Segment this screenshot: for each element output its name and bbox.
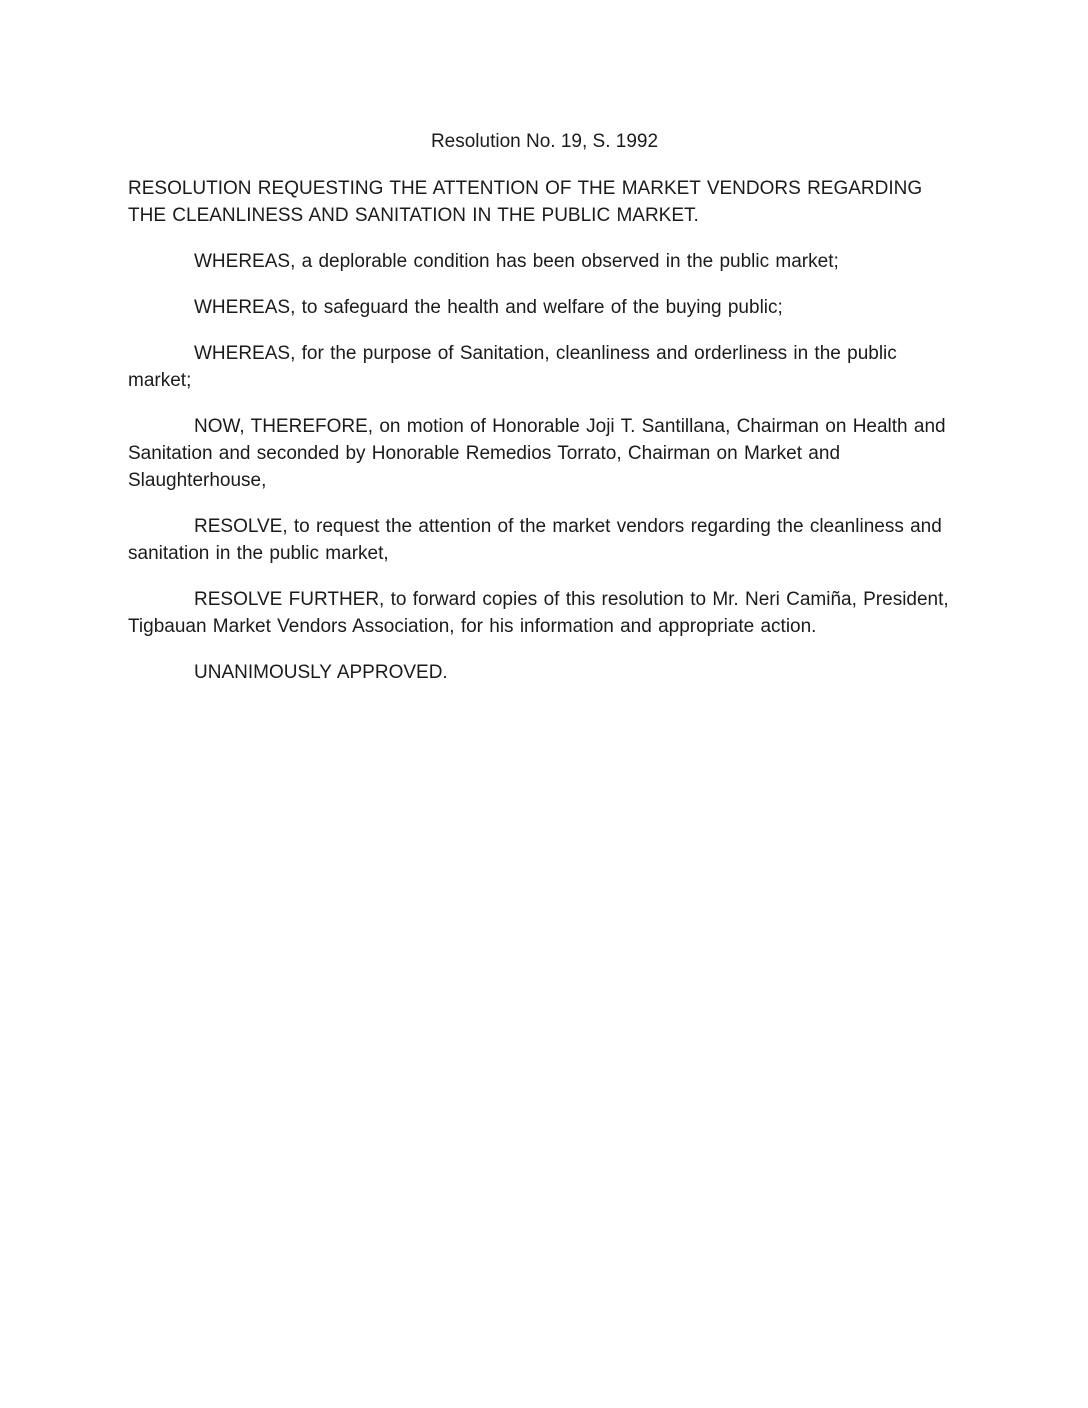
paragraph-whereas-3: WHEREAS, for the purpose of Sanitation, cleanliness and orderliness in the public market;: [128, 343, 897, 391]
paragraph-resolution-heading: RESOLUTION REQUESTING THE ATTENTION OF THE MARKET VENDORS REGARDING THE CLEANLINESS AND SANITATION IN THE PUBLIC MARKET.: [128, 178, 923, 226]
paragraph-whereas-1: WHEREAS, a deplorable condition has been observed in the public market;: [194, 251, 839, 272]
paragraph-resolve-further: RESOLVE FURTHER, to forward copies of this resolution to Mr. Neri Camiña, President, Tigbauan Market Vendors Association, for his information and appropriate action.: [128, 589, 949, 637]
paragraph-unanimously-approved: UNANIMOUSLY APPROVED.: [194, 662, 448, 683]
paragraph-whereas-2: WHEREAS, to safeguard the health and welfare of the buying public;: [194, 297, 783, 318]
document-title: Resolution No. 19, S. 1992: [430, 131, 659, 152]
paragraph-now-therefore: NOW, THEREFORE, on motion of Honorable Joji T. Santillana, Chairman on Health and Sanitation and seconded by Honorable Remedios Torrato, Chairman on Market and Slaughterhouse,: [128, 416, 946, 491]
paragraph-resolve: RESOLVE, to request the attention of the market vendors regarding the cleanliness and sanitation in the public market,: [128, 516, 942, 564]
